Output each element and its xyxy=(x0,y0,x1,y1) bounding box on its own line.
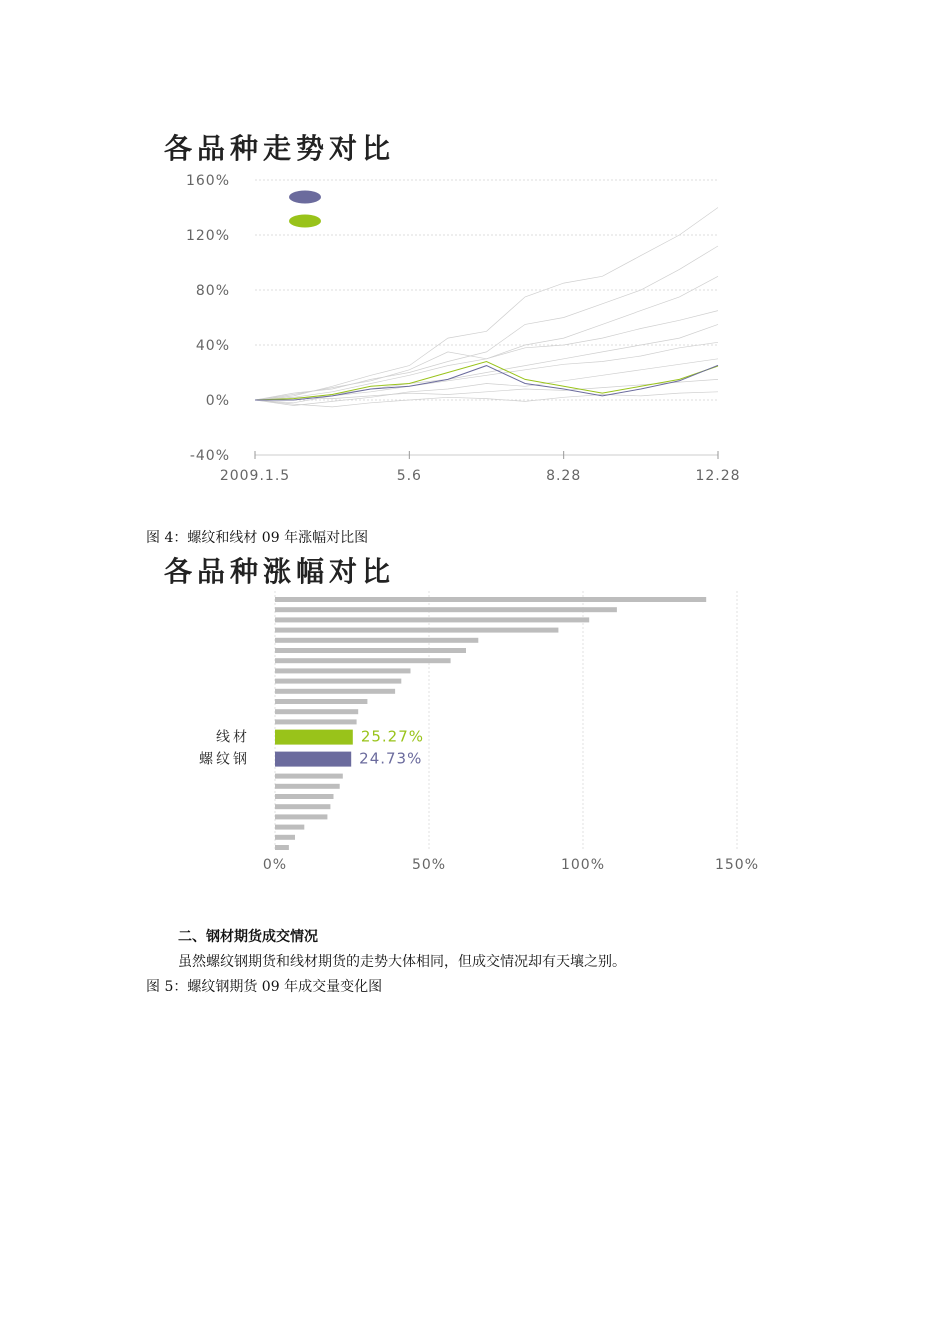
y-tick-label: 160% xyxy=(185,173,230,189)
figure-4-caption: 图 4：螺纹和线材 09 年涨幅对比图 xyxy=(146,530,369,546)
category-label: 线材 xyxy=(216,729,250,746)
figure-5-caption: 图 5：螺纹钢期货 09 年成交量变化图 xyxy=(146,979,383,995)
bar xyxy=(275,597,706,602)
y-tick-label: 0% xyxy=(205,393,230,409)
value-label: 25.27% xyxy=(360,727,425,746)
series-line xyxy=(255,365,718,400)
bar xyxy=(275,845,289,850)
series-line xyxy=(255,392,718,407)
gain-bar-chart xyxy=(150,555,790,885)
x-tick-label: 0% xyxy=(262,857,288,873)
bar xyxy=(275,607,617,612)
x-tick-label: 150% xyxy=(714,857,760,873)
chart-title: 各品种走势对比 xyxy=(164,132,396,165)
bar xyxy=(275,699,367,704)
section-heading: 二、钢材期货成交情况 xyxy=(178,929,318,945)
x-tick-label: 2009.1.5 xyxy=(219,468,291,484)
x-tick-label: 8.28 xyxy=(546,468,582,484)
bar xyxy=(275,794,334,799)
bar xyxy=(275,628,558,633)
category-label: 螺纹钢 xyxy=(199,751,250,768)
paragraph: 虽然螺纹钢期货和线材期货的走势大体相同，但成交情况却有天壤之别。 xyxy=(178,954,626,970)
legend-swatch xyxy=(289,215,321,228)
series-line xyxy=(255,311,718,400)
bar xyxy=(275,719,357,724)
trend-line-chart xyxy=(150,130,770,490)
y-tick-label: 80% xyxy=(195,283,230,299)
bar xyxy=(275,784,340,789)
x-tick-label: 12.28 xyxy=(695,468,741,484)
bar xyxy=(275,835,295,840)
bar xyxy=(275,774,343,779)
bar xyxy=(275,617,589,622)
series-line xyxy=(255,246,718,400)
bar xyxy=(275,804,330,809)
bar xyxy=(275,730,353,745)
y-tick-label: 40% xyxy=(195,338,230,354)
bar xyxy=(275,825,304,830)
bar xyxy=(275,814,327,819)
bar xyxy=(275,668,411,673)
x-tick-label: 5.6 xyxy=(396,468,422,484)
legend-swatch xyxy=(289,191,321,204)
bar xyxy=(275,679,401,684)
bar xyxy=(275,638,478,643)
value-label: 24.73% xyxy=(359,749,423,768)
series-line xyxy=(255,362,718,401)
bar xyxy=(275,689,395,694)
chart-title: 各品种涨幅对比 xyxy=(164,555,396,588)
x-tick-label: 100% xyxy=(560,857,606,873)
x-tick-label: 50% xyxy=(411,857,447,873)
bar xyxy=(275,648,466,653)
bar xyxy=(275,658,451,663)
series-line xyxy=(255,276,718,400)
bar xyxy=(275,709,358,714)
y-tick-label: 120% xyxy=(185,228,230,244)
y-tick-label: -40% xyxy=(189,448,230,464)
bar xyxy=(275,752,351,767)
series-line xyxy=(255,208,718,401)
